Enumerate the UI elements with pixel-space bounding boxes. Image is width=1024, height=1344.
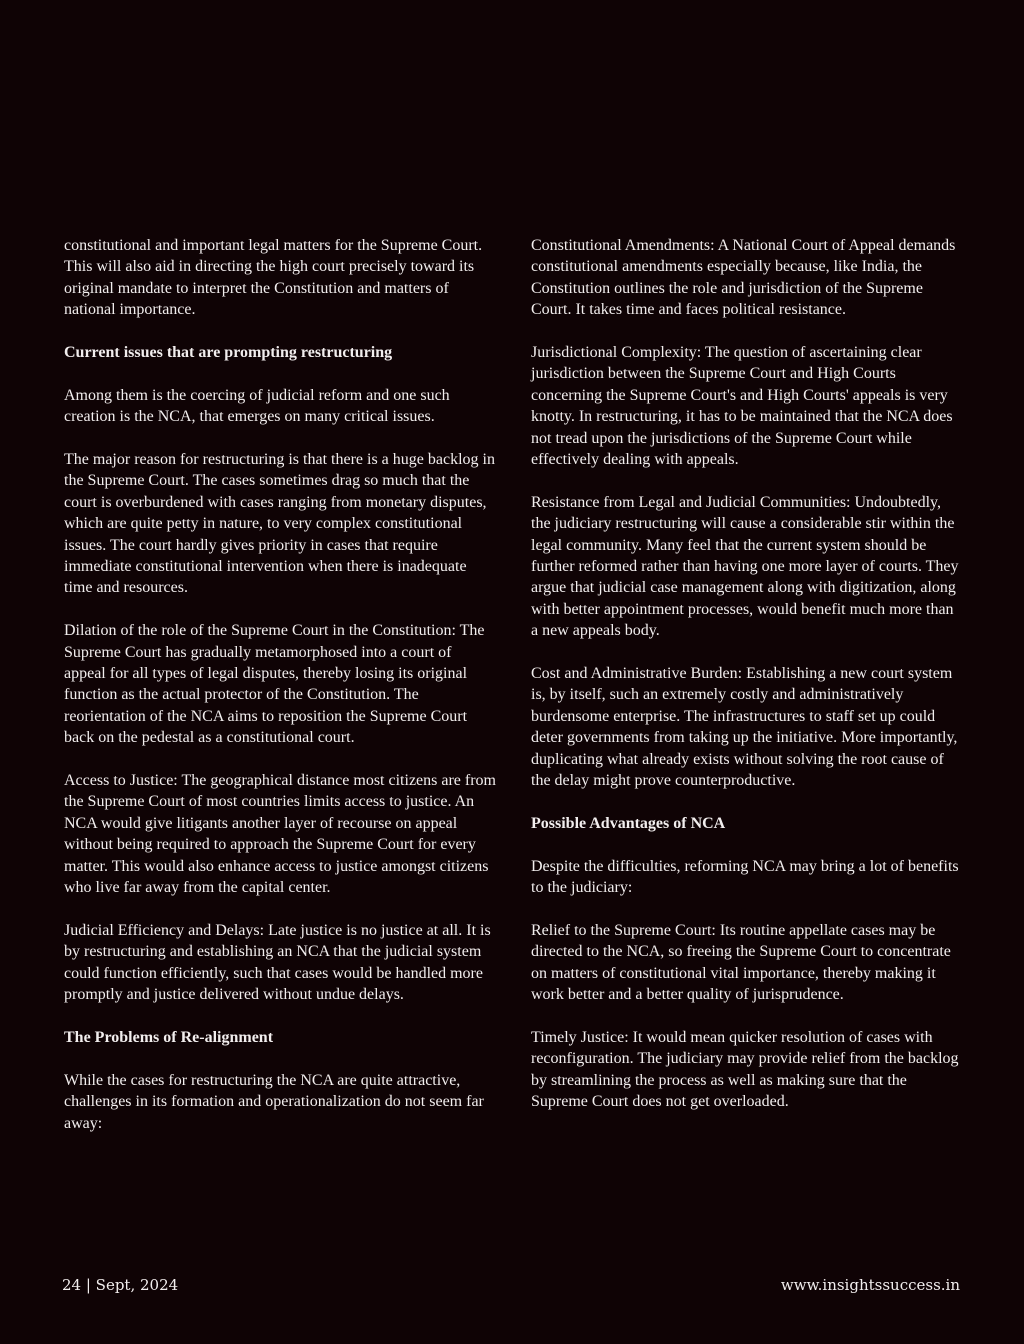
paragraph: Timely Justice: It would mean quicker resolution of cases with reconfiguration. The judiciary may provide relief from the backlog by streamlining the process as well as making sure that the Supreme Court does not get overloaded. xyxy=(531,1028,959,1111)
paragraph: While the cases for restructuring the NCA are quite attractive, challenges in its formation and operationalization do not seem far away: xyxy=(64,1071,484,1132)
section-heading: Possible Advantages of NCA xyxy=(531,814,726,832)
section-heading: Current issues that are prompting restructuring xyxy=(64,344,393,362)
paragraph: Relief to the Supreme Court: Its routine appellate cases may be directed to the NCA, so freeing the Supreme Court to concentrate on matters of constitutional vital importance, thereby making it work better and a better quality of jurisprudence. xyxy=(531,921,951,1004)
paragraph: Judicial Efficiency and Delays: Late justice is no justice at all. It is by restructuring and establishing an NCA that the judicial system could function efficiently, such that cases would be handled more promptly and justice delivered without undue delays. xyxy=(64,921,491,1004)
right-column xyxy=(531,235,963,1134)
paragraph: Jurisdictional Complexity: The question of ascertaining clear jurisdiction between the Supreme Court and High Courts concerning the Supreme Court's and High Courts' appeals is very knotty. In restructuring, it has to be maintained that the NCA does not tread upon the jurisdictions of the Supreme Court while effectively dealing with appeals. xyxy=(531,344,953,469)
paragraph: Despite the difficulties, reforming NCA may bring a lot of benefits to the judiciary: xyxy=(531,857,959,897)
section-heading: The Problems of Re-alignment xyxy=(64,1028,274,1046)
page-number: 24 | Sept, 2024 xyxy=(62,1276,179,1294)
paragraph: Dilation of the role of the Supreme Court in the Constitution: The Supreme Court has gradually metamorphosed into a court of appeal for all types of legal disputes, thereby losing its original function as the actual protector of the Constitution. The reorientation of the NCA aims to reposition the Supreme Court back on the pedestal as a constitutional court. xyxy=(64,622,485,747)
paragraph: The major reason for restructuring is that there is a huge backlog in the Supreme Court. The cases sometimes drag so much that the court is overburdened with cases ranging from monetary disputes, which are quite petty in nature, to very complex constitutional issues. The court hardly gives priority in cases that require immediate constitutional intervention when there is inadequate time and resources. xyxy=(64,451,495,597)
paragraph: constitutional and important legal matters for the Supreme Court. This will also aid in directing the high court precisely toward its original mandate to interpret the Constitution and matters of national importance. xyxy=(64,237,483,319)
paragraph: Access to Justice: The geographical distance most citizens are from the Supreme Court of most countries limits access to justice. An NCA would give litigants another layer of recourse on appeal without being required to approach the Supreme Court for every matter. This would also enhance access to justice amongst citizens who live far away from the capital center. xyxy=(64,772,496,897)
paragraph: Cost and Administrative Burden: Establishing a new court system is, by itself, such an extremely costly and administratively burdensome enterprise. The infrastructures to staff set up could deter governments from taking up the initiative. More importantly, duplicating what already exists without solving the root cause of the delay might prove counterproductive. xyxy=(531,665,958,790)
left-column xyxy=(64,235,496,1155)
paragraph: Resistance from Legal and Judicial Communities: Undoubtedly, the judiciary restructuring will cause a considerable stir within the legal community. Many feel that the current system should be further reformed rather than having one more layer of courts. They argue that judicial case management along with digitization, along with better appointment processes, would benefit much more than a new appeals body. xyxy=(531,493,959,640)
paragraph: Among them is the coercing of judicial reform and one such creation is the NCA, that emerges on many critical issues. xyxy=(64,386,450,426)
website-url: www.insightssuccess.in xyxy=(780,1276,960,1294)
paragraph: Constitutional Amendments: A National Court of Appeal demands constitutional amendments especially because, like India, the Constitution outlines the role and jurisdiction of the Supreme Court. It takes time and faces political resistance. xyxy=(531,237,956,319)
